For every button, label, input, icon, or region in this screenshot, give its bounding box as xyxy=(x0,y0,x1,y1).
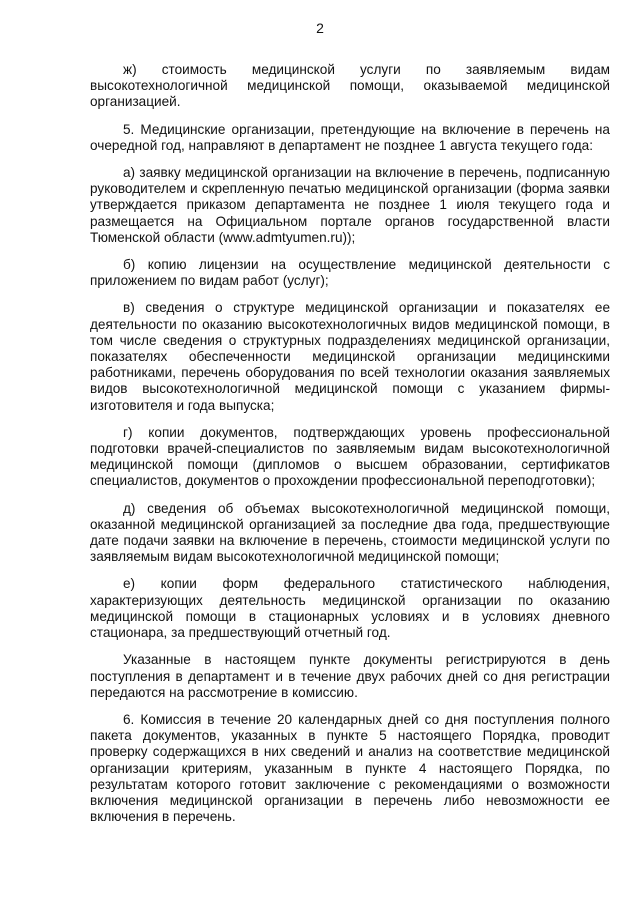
paragraph-item-a: а) заявку медицинской организации на включение в перечень, подписанную руководителем и скрепленную печатью медицинской организации (форма заявки утверждается приказом департамента не позднее 1 июля текущего года и размещается на Официальном портале органов государственной власти Тюменской области (www.admtyumen.ru)); xyxy=(90,165,610,245)
paragraph-registration-note: Указанные в настоящем пункте документы регистрируются в день поступления в департамент и в течение двух рабочих дней со дня регистрации передаются на рассмотрение в комиссию. xyxy=(90,652,610,700)
paragraph-section-6: 6. Комиссия в течение 20 календарных дней со дня поступления полного пакета документов, указанных в пункте 5 настоящего Порядка, проводит проверку содержащихся в них сведений и анализ на соответствие медицинской организации критериям, указанным в пункте 4 настоящего Порядка, по результатам которого готовит заключение с рекомендациями о возможности включения медицинской организации в перечень либо невозможности ее включения в перечень. xyxy=(90,711,610,825)
paragraph-item-e: е) копии форм федерального статистического наблюдения, характеризующих деятельность медицинской организации по оказанию медицинской помощи в стационарных условиях и в условиях дневного стационара, за предшествующий отчетный год. xyxy=(90,576,610,641)
paragraph-item-b: б) копию лицензии на осуществление медицинской деятельности с приложением по видам работ (услуг); xyxy=(90,257,610,289)
document-body xyxy=(90,62,610,825)
paragraph-item-d: д) сведения об объемах высокотехнологичной медицинской помощи, оказанной медицинской организацией за последние два года, предшествующие дате подачи заявки на включение в перечень, стоимости медицинской услуги по заявляемым видам высокотехнологичной медицинской помощи; xyxy=(90,500,610,565)
paragraph-item-g: г) копии документов, подтверждающих уровень профессиональной подготовки врачей-специалистов по заявляемым видам высокотехнологичной медицинской помощи (дипломов о высшем образовании, сертификатов специалистов, документов о прохождении профессиональной переподготовки); xyxy=(90,424,610,489)
paragraph-item-zh: ж) стоимость медицинской услуги по заявляемым видам высокотехнологичной медицинской помощи, оказываемой медицинской организацией. xyxy=(90,62,610,110)
paragraph-section-5: 5. Медицинские организации, претендующие на включение в перечень на очередной год, направляют в департамент не позднее 1 августа текущего года: xyxy=(90,121,610,153)
page-number: 2 xyxy=(316,20,324,36)
paragraph-item-v: в) сведения о структуре медицинской организации и показателях ее деятельности по оказанию высокотехнологичных видов медицинской помощи, в том числе сведения о структурных подразделениях медицинской организации, показателях обеспеченности медицинской организации медицинскими работниками, перечень оборудования по всей технологии оказания заявляемых видов высокотехнологичной медицинской помощи с указанием фирмы-изготовителя и года выпуска; xyxy=(90,300,610,413)
